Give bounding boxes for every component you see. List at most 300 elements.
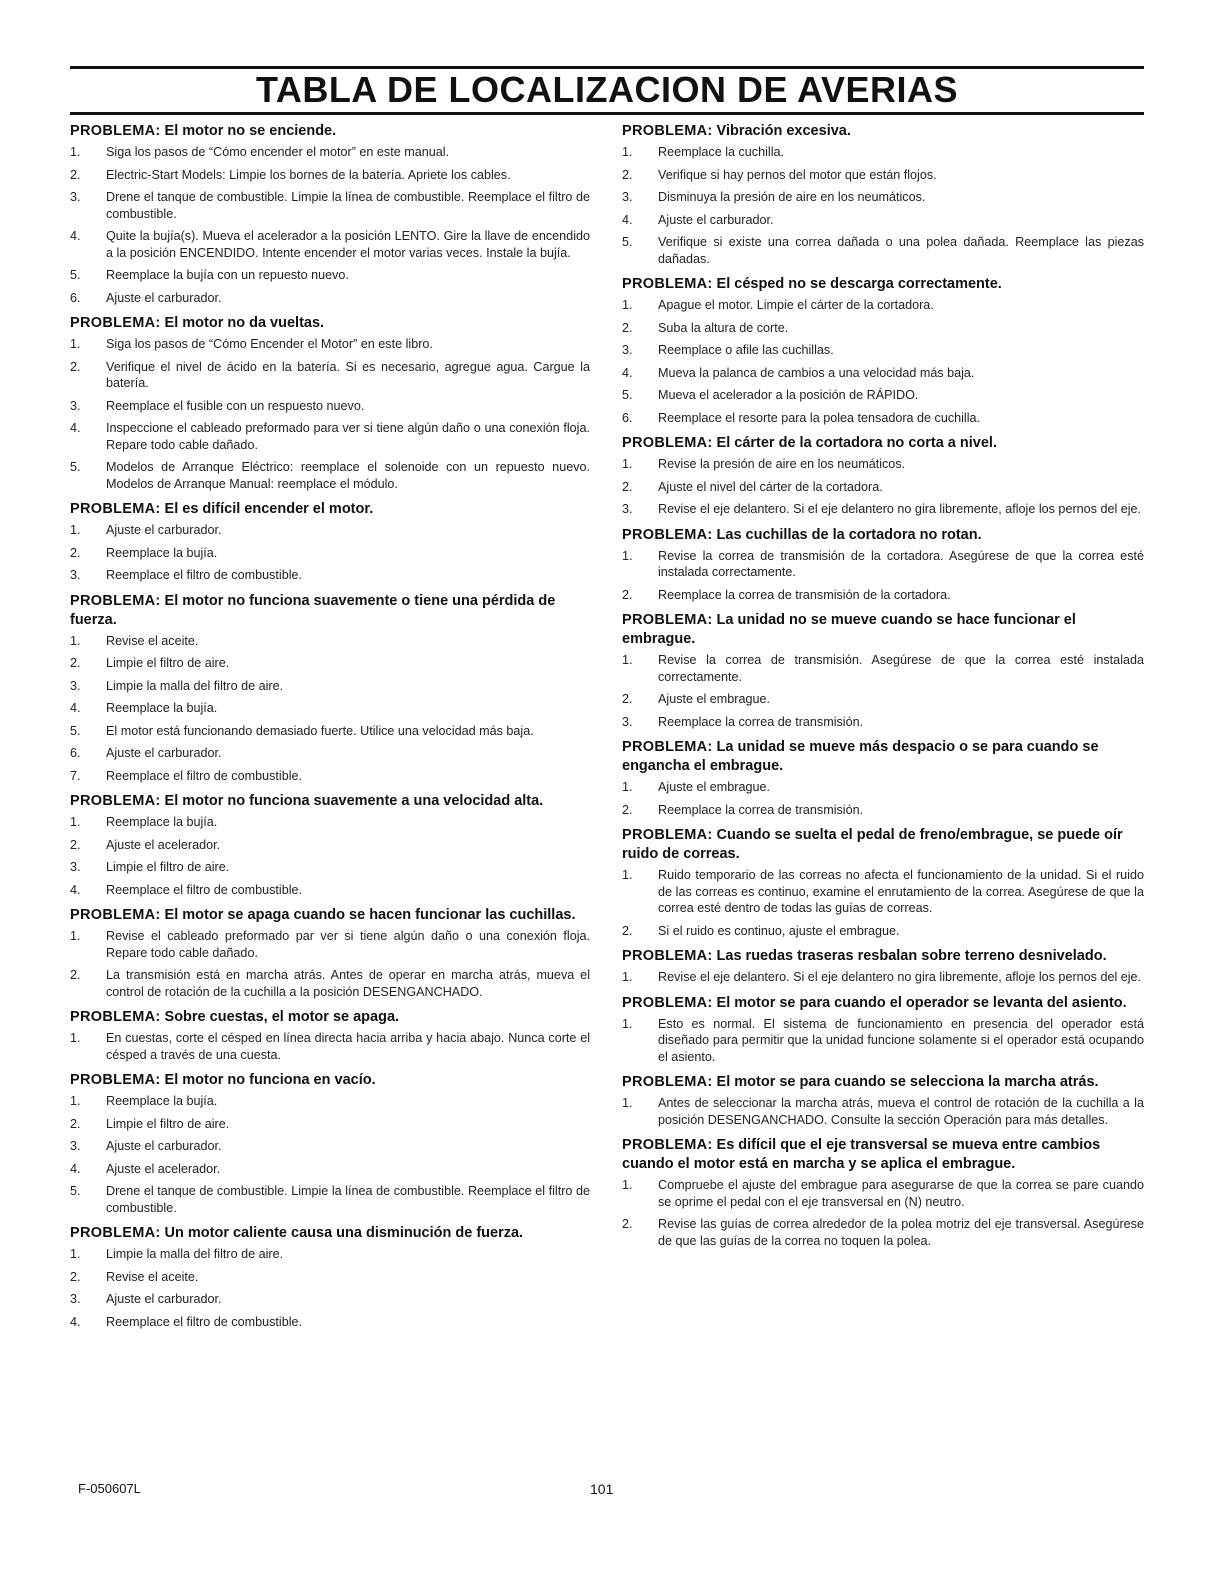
item-number: 3. <box>622 502 633 516</box>
item-number: 3. <box>70 678 81 693</box>
item-number: 2. <box>70 545 81 560</box>
problem-heading <box>70 906 590 925</box>
problem-heading-text: El motor se para cuando se selecciona la marcha atrás. <box>716 1074 1099 1090</box>
solution-item <box>70 814 590 831</box>
solution-list <box>70 144 590 306</box>
item-text: Suba la altura de corte. <box>658 320 789 335</box>
item-number: 1. <box>70 337 81 351</box>
solution-item <box>622 501 1144 518</box>
item-text: Reemplace la bujía con un repuesto nuevo. <box>106 268 349 282</box>
problem-heading-text: Sobre cuestas, el motor se apaga. <box>164 1009 400 1025</box>
item-number: 2. <box>622 587 633 602</box>
problem-section <box>70 500 590 584</box>
solution-item <box>70 967 590 1000</box>
solution-item <box>70 144 590 161</box>
item-text: Antes de seleccionar la marcha atrás, mueva el control de rotación de la cuchilla a la posición DESENGANCHADO. Consulte la sección Operación para más detalles. <box>658 1096 1144 1127</box>
problem-heading <box>622 611 1144 649</box>
problem-heading-text: El motor no funciona suavemente o tiene una pérdida de fuerza. <box>70 592 556 628</box>
solution-item <box>622 587 1144 604</box>
item-number: 1. <box>70 1094 81 1108</box>
item-text: Reemplace el resorte para la polea tensadora de cuchilla. <box>658 410 981 425</box>
problem-section <box>622 738 1144 818</box>
solution-list <box>622 144 1144 267</box>
problem-heading-text: Las cuchillas de la cortadora no rotan. <box>716 526 982 543</box>
item-text: Ajuste el embrague. <box>658 780 771 794</box>
problem-section <box>70 122 590 306</box>
problem-heading <box>70 1224 590 1243</box>
solution-item <box>70 567 590 584</box>
solution-item <box>70 1138 590 1155</box>
item-number: 2. <box>622 1217 633 1231</box>
solution-item <box>70 768 590 785</box>
problem-heading-text: Vibración excesiva. <box>716 123 851 139</box>
problem-heading <box>622 526 1144 545</box>
solution-item <box>622 652 1144 685</box>
problem-heading-text: El cárter de la cortadora no corta a nivel. <box>716 435 997 451</box>
solution-item <box>70 267 590 284</box>
item-number: 4. <box>70 701 81 715</box>
item-text: Reemplace la correa de transmisión. <box>658 714 864 729</box>
item-text: Revise la correa de transmisión de la cortadora. Asegúrese de que la correa esté instalada correctamente. <box>658 548 1144 579</box>
solution-list <box>622 456 1144 518</box>
problem-heading <box>70 792 590 811</box>
solution-item <box>622 320 1144 337</box>
item-text: Esto es normal. El sistema de funcionamiento en presencia del operador está diseñado para permitir que la unidad funcione solamente si el operador está ocupando el asiento. <box>658 1016 1144 1064</box>
solution-item <box>622 714 1144 731</box>
item-text: Revise el eje delantero. Si el eje delantero no gira libremente, afloje los pernos del eje. <box>658 502 1142 516</box>
item-text: Ajuste el carburador. <box>106 746 222 760</box>
item-number: 4. <box>622 212 633 227</box>
problem-heading-text: El motor no se enciende. <box>164 123 337 139</box>
solution-item <box>70 723 590 740</box>
problem-heading-text: La unidad se mueve más despacio o se para cuando se engancha el embrague. <box>622 739 1099 774</box>
item-text: Reemplace la bujía. <box>106 815 218 829</box>
problem-label: PROBLEMA: <box>622 739 713 755</box>
item-text: Verifique el nivel de ácido en la batería. Si es necesario, agregue agua. Cargue la batería. <box>106 359 590 390</box>
item-text: Revise la correa de transmisión. Asegúrese de que la correa esté instalada correctamente. <box>658 653 1144 684</box>
item-number: 3. <box>622 343 633 357</box>
problem-section <box>70 906 590 1000</box>
item-text: Compruebe el ajuste del embrague para asegurarse de que la correa se pare cuando se oprime el pedal con el eje transversal en (N) neutro. <box>658 1178 1144 1209</box>
item-number: 4. <box>70 421 81 435</box>
solution-item <box>70 745 590 762</box>
solution-list <box>622 652 1144 730</box>
problem-section <box>622 826 1144 939</box>
solution-list <box>70 814 590 898</box>
item-number: 3. <box>622 714 633 729</box>
item-text: Si el ruido es continuo, ajuste el embrague. <box>658 923 900 938</box>
problem-label: PROBLEMA: <box>70 315 161 331</box>
problem-label: PROBLEMA: <box>622 948 713 964</box>
item-number: 5. <box>70 460 81 474</box>
item-number: 1. <box>622 457 633 471</box>
item-number: 2. <box>622 923 633 938</box>
solution-item <box>622 802 1144 819</box>
item-text: Reemplace la bujía. <box>106 1094 218 1108</box>
solution-item <box>70 167 590 184</box>
item-number: 1. <box>622 1016 633 1031</box>
item-text: Reemplace el filtro de combustible. <box>106 568 302 582</box>
item-text: Reemplace la correa de transmisión de la cortadora. <box>658 587 951 602</box>
solution-list <box>70 336 590 492</box>
item-number: 1. <box>70 523 81 537</box>
item-number: 1. <box>70 145 81 159</box>
item-number: 5. <box>70 268 81 282</box>
solution-item <box>70 522 590 539</box>
solution-item <box>70 545 590 562</box>
problem-heading <box>622 826 1144 864</box>
item-number: 1. <box>622 548 633 563</box>
solution-list <box>70 1093 590 1216</box>
problem-label: PROBLEMA: <box>622 276 713 292</box>
item-number: 2. <box>70 968 81 982</box>
problem-label: PROBLEMA: <box>70 1072 161 1088</box>
problem-heading <box>622 994 1144 1013</box>
item-text: En cuestas, corte el césped en línea directa hacia arriba y hacia abajo. Nunca corte el césped a través de una cuesta. <box>106 1031 590 1062</box>
item-text: Apague el motor. Limpie el cárter de la cortadora. <box>658 298 934 312</box>
item-number: 4. <box>70 1161 81 1176</box>
problem-section <box>622 1136 1144 1249</box>
item-number: 4. <box>70 229 81 243</box>
item-text: Limpie el filtro de aire. <box>106 656 230 670</box>
item-number: 4. <box>70 882 81 897</box>
item-number: 2. <box>70 359 81 374</box>
solution-item <box>70 859 590 876</box>
item-number: 2. <box>622 320 633 335</box>
problem-label: PROBLEMA: <box>622 612 713 628</box>
problem-label: PROBLEMA: <box>70 1225 161 1241</box>
problem-label: PROBLEMA: <box>622 1074 713 1090</box>
problem-section <box>70 1008 590 1063</box>
problem-heading-text: Cuando se suelta el pedal de freno/embrague, se puede oír ruido de correas. <box>622 827 1123 862</box>
problem-label: PROBLEMA: <box>622 994 713 1011</box>
item-number: 1. <box>622 1096 633 1110</box>
problem-label: PROBLEMA: <box>70 1009 161 1025</box>
solution-item <box>70 655 590 672</box>
item-number: 3. <box>622 190 633 204</box>
problem-heading <box>622 275 1144 294</box>
solution-list <box>70 1246 590 1330</box>
solution-item <box>70 359 590 392</box>
item-number: 2. <box>70 1116 81 1131</box>
page-title: TABLA DE LOCALIZACION DE AVERIAS <box>256 69 958 110</box>
solution-item <box>70 189 590 222</box>
solution-item <box>70 1269 590 1286</box>
item-number: 1. <box>622 1178 633 1192</box>
item-text: Ajuste el acelerador. <box>106 837 221 852</box>
item-text: Limpie la malla del filtro de aire. <box>106 1247 284 1261</box>
problem-heading-text: El césped no se descarga correctamente. <box>716 276 1002 292</box>
solution-item <box>70 1161 590 1178</box>
item-text: Limpie la malla del filtro de aire. <box>106 678 284 693</box>
problem-section <box>622 1073 1144 1128</box>
problem-heading <box>70 1008 590 1027</box>
item-text: Disminuya la presión de aire en los neumáticos. <box>658 190 926 204</box>
solution-item <box>70 1246 590 1263</box>
item-number: 5. <box>622 235 633 249</box>
problem-label: PROBLEMA: <box>622 435 713 451</box>
item-text: Ajuste el carburador. <box>106 523 222 537</box>
solution-item <box>70 633 590 650</box>
item-number: 6. <box>70 290 81 305</box>
solution-item <box>622 691 1144 708</box>
solution-list <box>70 928 590 1000</box>
solution-item <box>622 1177 1144 1210</box>
problem-section <box>622 947 1144 986</box>
item-text: La transmisión está en marcha atrás. Antes de operar en marcha atrás, mueva el control de rotación de la cuchilla a la posición DESENGANCHADO. <box>106 968 590 999</box>
item-number: 1. <box>622 653 633 667</box>
item-number: 2. <box>622 167 633 182</box>
item-number: 1. <box>70 633 81 648</box>
problem-heading-text: Es difícil que el eje transversal se mueva entre cambios cuando el motor está en marcha y se aplica el embrague. <box>622 1137 1101 1172</box>
item-number: 1. <box>622 780 633 794</box>
item-text: Reemplace la bujía. <box>106 545 218 560</box>
problem-label: PROBLEMA: <box>70 592 161 609</box>
item-text: Reemplace la correa de transmisión. <box>658 802 864 817</box>
item-number: 1. <box>70 815 81 829</box>
item-number: 5. <box>70 1184 81 1198</box>
item-number: 1. <box>622 970 633 984</box>
solution-list <box>70 1030 590 1063</box>
item-text: Ajuste el acelerador. <box>106 1161 221 1176</box>
solution-item <box>70 678 590 695</box>
solution-item <box>622 189 1144 206</box>
item-number: 3. <box>70 190 81 204</box>
problem-section <box>70 1224 590 1330</box>
solution-list <box>622 1016 1144 1066</box>
problem-heading-text: El motor no funciona suavemente a una velocidad alta. <box>164 793 544 809</box>
problem-heading-text: El motor se apaga cuando se hacen funcionar las cuchillas. <box>164 907 576 923</box>
problem-section <box>622 275 1144 426</box>
problem-heading-text: El motor se para cuando el operador se levanta del asiento. <box>716 994 1127 1011</box>
solution-item <box>70 882 590 899</box>
solution-item <box>622 144 1144 161</box>
item-text: Ajuste el carburador. <box>106 1292 222 1306</box>
item-number: 4. <box>622 365 633 380</box>
problem-section <box>622 434 1144 518</box>
item-number: 1. <box>622 145 633 159</box>
problem-label: PROBLEMA: <box>622 1137 713 1153</box>
solution-item <box>70 336 590 353</box>
page-number: 101 <box>590 1481 614 1497</box>
item-text: Inspeccione el cableado preformado para ver si tiene algún daño o una conexión floja. Repare todo cable dañado. <box>106 421 590 452</box>
problem-heading <box>70 592 590 630</box>
problem-heading-text: Las ruedas traseras resbalan sobre terreno desnivelado. <box>716 948 1107 964</box>
solution-list <box>622 1095 1144 1128</box>
problem-section <box>622 611 1144 730</box>
solution-item <box>70 1093 590 1110</box>
solution-list <box>622 779 1144 818</box>
solution-item <box>622 297 1144 314</box>
problem-heading <box>70 500 590 519</box>
item-text: Verifique si existe una correa dañada o una polea dañada. Reemplace las piezas dañadas. <box>658 235 1144 266</box>
solution-item <box>622 212 1144 229</box>
solution-item <box>622 410 1144 427</box>
solution-item <box>70 398 590 415</box>
item-number: 4. <box>70 1314 81 1329</box>
problem-heading <box>70 1071 590 1090</box>
solution-item <box>622 234 1144 267</box>
problem-section <box>622 526 1144 604</box>
solution-list <box>622 297 1144 426</box>
item-number: 6. <box>70 746 81 760</box>
problem-heading-text: El es difícil encender el motor. <box>164 501 374 517</box>
item-number: 3. <box>70 1292 81 1306</box>
problem-label: PROBLEMA: <box>622 827 713 843</box>
solution-list <box>622 867 1144 939</box>
item-text: Electric-Start Models: Limpie los bornes de la batería. Apriete los cables. <box>106 167 511 182</box>
solution-item <box>622 479 1144 496</box>
solution-list <box>622 1177 1144 1249</box>
solution-item <box>622 387 1144 404</box>
item-number: 2. <box>70 167 81 182</box>
item-number: 1. <box>70 1031 81 1045</box>
solution-item <box>70 837 590 854</box>
item-text: Ajuste el carburador. <box>658 212 774 227</box>
item-number: 1. <box>622 298 633 312</box>
item-text: Mueva el acelerador a la posición de RÁPIDO. <box>658 388 919 402</box>
item-text: Revise el cableado preformado par ver si tiene algún daño o una conexión floja. Repare todo cable dañado. <box>106 929 590 960</box>
problem-section <box>622 994 1144 1066</box>
item-number: 2. <box>70 837 81 852</box>
solution-item <box>622 342 1144 359</box>
problem-heading <box>622 434 1144 453</box>
solution-item <box>622 923 1144 940</box>
problem-label: PROBLEMA: <box>70 501 161 517</box>
item-text: Verifique si hay pernos del motor que están flojos. <box>658 167 937 182</box>
item-text: El motor está funcionando demasiado fuerte. Utilice una velocidad más baja. <box>106 723 534 738</box>
problem-heading <box>70 122 590 141</box>
problem-label: PROBLEMA: <box>70 907 161 923</box>
solution-item <box>622 167 1144 184</box>
problem-section <box>70 592 590 785</box>
item-text: Modelos de Arranque Eléctrico: reemplace el solenoide con un repuesto nuevo. Modelos de Arranque Manual: reemplace el módulo. <box>106 460 590 491</box>
item-text: Reemplace el fusible con un respuesto nuevo. <box>106 398 365 413</box>
solution-item <box>70 290 590 307</box>
item-text: Ajuste el embrague. <box>658 692 771 706</box>
problem-label: PROBLEMA: <box>622 123 713 139</box>
solution-item <box>70 928 590 961</box>
item-text: Siga los pasos de “Cómo encender el motor” en este manual. <box>106 145 450 159</box>
problem-heading-text: El motor no da vueltas. <box>164 315 325 331</box>
item-text: Revise la presión de aire en los neumáticos. <box>658 457 906 471</box>
solution-list <box>70 633 590 785</box>
solution-item <box>622 779 1144 796</box>
solution-item <box>622 1216 1144 1249</box>
item-number: 2. <box>622 692 633 706</box>
solution-item <box>70 420 590 453</box>
item-number: 3. <box>70 860 81 874</box>
item-text: Ajuste el carburador. <box>106 290 222 305</box>
problem-section <box>70 792 590 898</box>
item-text: Reemplace el filtro de combustible. <box>106 882 302 897</box>
item-text: Limpie el filtro de aire. <box>106 860 230 874</box>
solution-item <box>70 700 590 717</box>
problem-label: PROBLEMA: <box>70 793 161 809</box>
solution-list <box>622 548 1144 604</box>
item-number: 1. <box>622 868 633 882</box>
solution-item <box>70 1314 590 1331</box>
solution-item <box>622 548 1144 581</box>
solution-item <box>622 1095 1144 1128</box>
right-column <box>622 122 1144 1257</box>
problem-section <box>622 122 1144 267</box>
title-bottom-rule <box>70 112 1144 115</box>
problem-heading-text: El motor no funciona en vacío. <box>164 1072 376 1088</box>
solution-list <box>622 969 1144 986</box>
item-text: Revise las guías de correa alrededor de la polea motriz del eje transversal. Asegúrese de que las guías de la correa no toquen la polea. <box>658 1217 1144 1248</box>
item-number: 2. <box>622 802 633 817</box>
document-code: F-050607L <box>78 1481 141 1496</box>
item-number: 3. <box>70 1139 81 1153</box>
item-text: Drene el tanque de combustible. Limpie la línea de combustible. Reemplace el filtro de combustible. <box>106 190 590 221</box>
problem-label: PROBLEMA: <box>622 526 713 543</box>
item-number: 5. <box>70 723 81 738</box>
item-text: Mueva la palanca de cambios a una velocidad más baja. <box>658 365 975 380</box>
solution-item <box>70 1291 590 1308</box>
item-number: 3. <box>70 568 81 582</box>
solution-item <box>70 1183 590 1216</box>
solution-item <box>70 1030 590 1063</box>
item-text: Ajuste el nivel del cárter de la cortadora. <box>658 479 883 494</box>
item-number: 1. <box>70 929 81 943</box>
item-text: Revise el aceite. <box>106 1269 199 1284</box>
item-text: Reemplace o afile las cuchillas. <box>658 343 834 357</box>
item-number: 2. <box>70 1269 81 1284</box>
solution-item <box>70 228 590 261</box>
problem-heading <box>622 1073 1144 1092</box>
problem-label: PROBLEMA: <box>70 123 161 139</box>
item-text: Revise el aceite. <box>106 633 199 648</box>
solution-list <box>70 522 590 584</box>
item-text: Reemplace la bujía. <box>106 701 218 715</box>
item-text: Revise el eje delantero. Si el eje delantero no gira libremente, afloje los pernos del eje. <box>658 970 1142 984</box>
solution-item <box>622 456 1144 473</box>
item-text: Siga los pasos de “Cómo Encender el Motor” en este libro. <box>106 337 433 351</box>
item-number: 2. <box>622 479 633 494</box>
item-number: 6. <box>622 410 633 425</box>
item-text: Ajuste el carburador. <box>106 1139 222 1153</box>
problem-heading <box>622 738 1144 776</box>
solution-item <box>622 867 1144 917</box>
item-number: 2. <box>70 656 81 670</box>
solution-item <box>70 459 590 492</box>
problem-heading-text: La unidad no se mueve cuando se hace funcionar el embrague. <box>622 612 1076 647</box>
item-text: Reemplace el filtro de combustible. <box>106 768 302 783</box>
item-text: Limpie el filtro de aire. <box>106 1116 230 1131</box>
item-number: 5. <box>622 388 633 402</box>
problem-section <box>70 1071 590 1216</box>
item-text: Reemplace el filtro de combustible. <box>106 1314 302 1329</box>
problem-heading <box>622 122 1144 141</box>
problem-heading <box>70 314 590 333</box>
solution-item <box>70 1116 590 1133</box>
problem-heading <box>622 1136 1144 1174</box>
left-column <box>70 122 590 1338</box>
item-text: Quite la bujía(s). Mueva el acelerador a la posición LENTO. Gire la llave de encendido a la posición ENCENDIDO. Intente encender el motor varias veces. Instale la bujía. <box>106 229 590 260</box>
problem-heading-text: Un motor caliente causa una disminución de fuerza. <box>164 1225 524 1241</box>
item-number: 7. <box>70 768 81 783</box>
problem-section <box>70 314 590 492</box>
solution-item <box>622 969 1144 986</box>
problem-heading <box>622 947 1144 966</box>
solution-item <box>622 365 1144 382</box>
item-number: 3. <box>70 398 81 413</box>
item-text: Ruido temporario de las correas no afecta el funcionamiento de la unidad. Si el ruido de las correas es continuo, examine el enrutamiento de la correa. Asegúrese de que la correa esté dentro de todas las guías de correas. <box>658 868 1144 915</box>
solution-item <box>622 1016 1144 1066</box>
item-number: 1. <box>70 1247 81 1261</box>
item-text: Drene el tanque de combustible. Limpie la línea de combustible. Reemplace el filtro de combustible. <box>106 1184 590 1215</box>
